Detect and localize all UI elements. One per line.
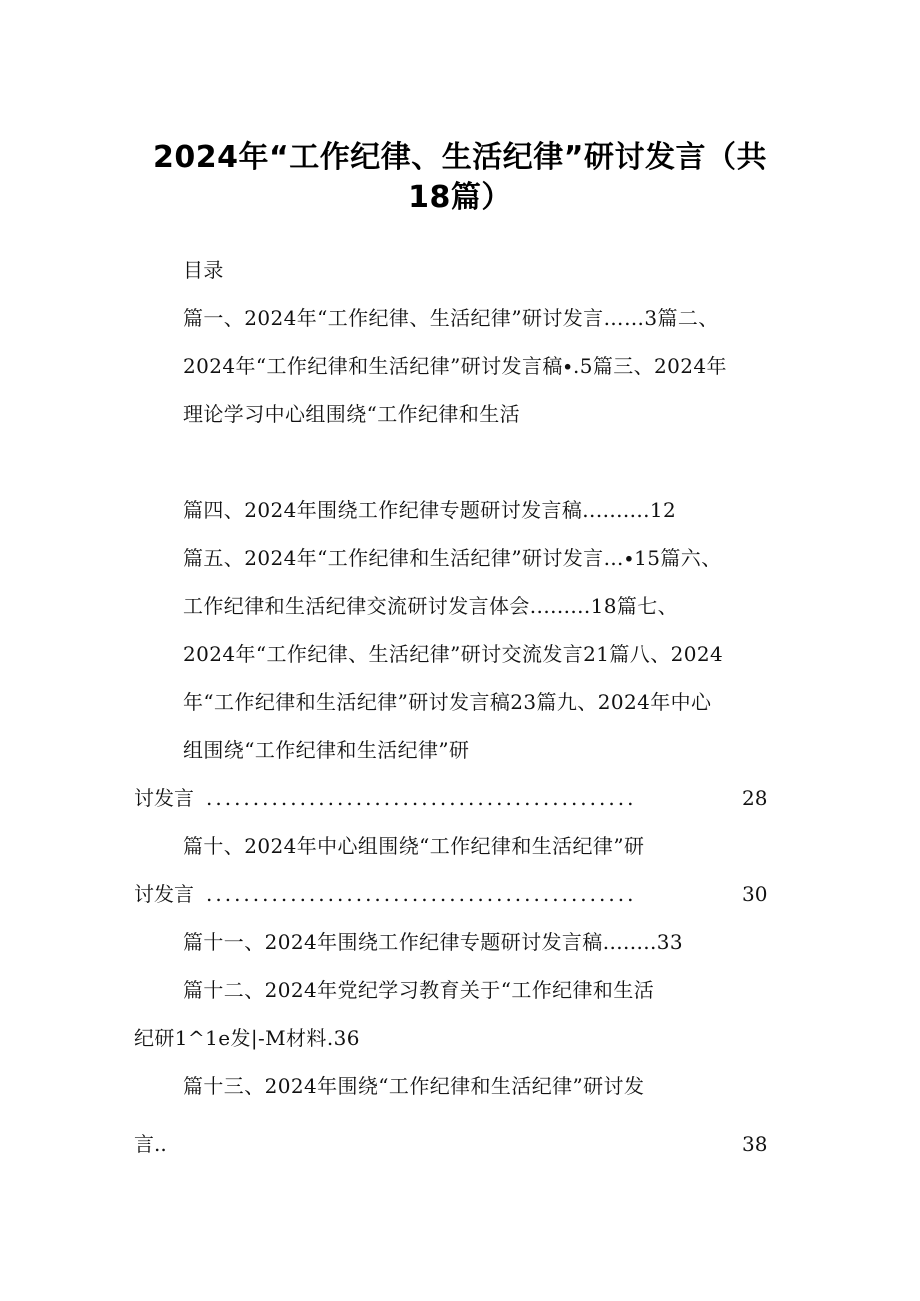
toc-line: 篇四、2024年围绕工作纪律专题研讨发言稿..........12	[183, 498, 677, 522]
toc-line: 篇十、2024年中心组围绕“工作纪律和生活纪律”研	[183, 834, 645, 858]
toc-line: 2024年“工作纪律、生活纪律”研讨交流发言21篇八、2024	[183, 642, 724, 666]
toc-line: 篇五、2024年“工作纪律和生活纪律”研讨发言…∙15篇六、	[183, 546, 722, 570]
page-number: 28	[742, 786, 768, 810]
toc-line: 年“工作纪律和生活纪律”研讨发言稿23篇九、2024年中心	[183, 690, 712, 714]
toc-heading: 目录	[183, 258, 224, 282]
toc-dotted-label: 讨发言	[134, 882, 194, 906]
document-title-line-2: 18篇）	[408, 180, 512, 215]
toc-line: 篇一、2024年“工作纪律、生活纪律”研讨发言……3篇二、	[183, 306, 719, 330]
dot-leader: ..............................................	[206, 882, 637, 906]
page-number: 30	[742, 882, 768, 906]
toc-line: 篇十三、2024年围绕“工作纪律和生活纪律”研讨发	[183, 1074, 645, 1098]
toc-line: 组围绕“工作纪律和生活纪律”研	[183, 738, 470, 762]
toc-line: 理论学习中心组围绕“工作纪律和生活	[183, 402, 521, 426]
toc-dotted-label: 讨发言	[134, 786, 194, 810]
toc-line: 纪研1^1e发|-M材料.36	[134, 1026, 360, 1050]
toc-line: 篇十二、2024年党纪学习教育关于“工作纪律和生活	[183, 978, 655, 1002]
toc-line: 工作纪律和生活纪律交流研讨发言体会.........18篇七、	[183, 594, 679, 618]
toc-dotted-label: 言..	[134, 1132, 167, 1156]
dot-leader: ..............................................	[206, 786, 637, 810]
toc-line: 2024年“工作纪律和生活纪律”研讨发言稿∙.5篇三、2024年	[183, 354, 727, 378]
document-title-line-1: 2024年“工作纪律、生活纪律”研讨发言（共	[153, 140, 767, 175]
page-number: 38	[742, 1132, 768, 1156]
toc-line: 篇十一、2024年围绕工作纪律专题研讨发言稿........33	[183, 930, 684, 954]
